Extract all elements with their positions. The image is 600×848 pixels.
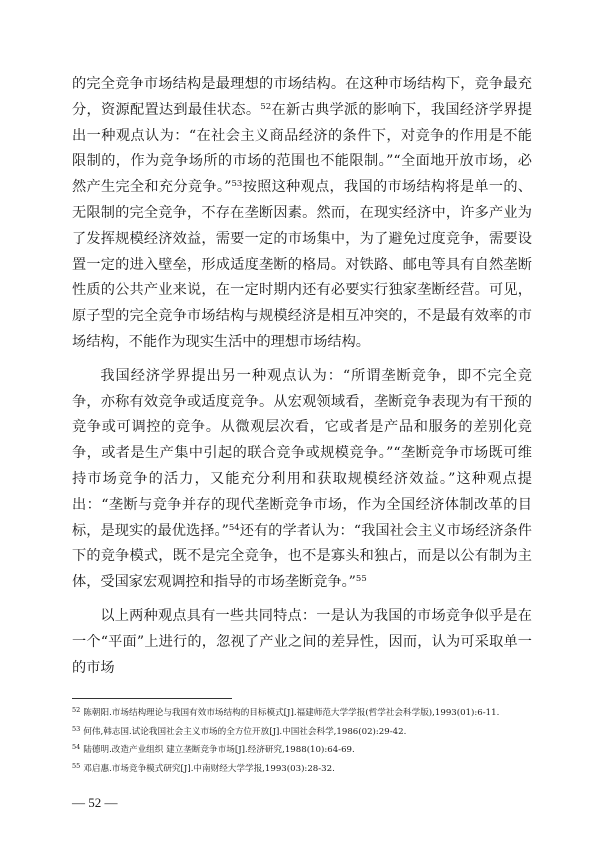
footnote-text: 何伟,韩志国.试论我国社会主义市场的全方位开放[J].中国社会科学,1986(02):29-42.: [83, 726, 407, 737]
footnote-55: [72, 763, 532, 776]
body-text: [72, 72, 532, 689]
footnote-52: [72, 707, 532, 720]
paragraph-3: [72, 604, 532, 681]
footnote-text: 陆德明.改造产业组织 建立垄断竞争市场[J].经济研究,1988(10):64-69.: [83, 745, 355, 755]
text-run: 的完全竞争市场结构是最理想的市场结构。在这种市场结构下，竞争最充分，资源配置达到最佳状态。: [72, 76, 532, 118]
paragraph-1: [72, 72, 532, 356]
text-run: 以上两种观点具有一些共同特点：一是认为我国的市场竞争似乎是在一个“平面”上进行的，忽视了产业之间的差异性，因而，认为可采取单一的市场: [72, 607, 532, 676]
footnote-ref-53[interactable]: 53: [231, 179, 243, 190]
footnote-number: 55: [72, 761, 81, 770]
footnote-54: [72, 744, 532, 757]
footnote-ref-54[interactable]: 54: [228, 522, 240, 533]
footnote-ref-52[interactable]: 52: [260, 101, 272, 112]
footnote-text: 邓启惠.市场竞争模式研究[J].中南财经大学学报,1993(03):28-32.: [83, 763, 335, 774]
footnote-number: 53: [72, 724, 81, 733]
footnote-ref-55[interactable]: 55: [355, 574, 367, 585]
paragraph-2: [72, 364, 532, 596]
text-run: 还有的学者认为：“我国社会主义市场经济条件下的竞争模式，既不是完全竞争，也不是寡头和独占，而是以公有制为主体，受国家宏观调控和指导的市场垄断竞争。”: [72, 522, 532, 591]
footnotes: [72, 707, 532, 781]
text-run: 我国经济学界提出另一种观点认为：“所谓垄断竞争，即不完全竞争，亦称有效竞争或适度竞争。从宏观领域看，垄断竞争表现为有干预的竞争或可调控的竞争。从微观层次看，它或者是产品和服务的差别化竞争，或者是生产集中引起的联合竞争或规模竞争。”“垄断竞争市场既可维持市场竞争的活力，又能充分利用和获取规模经济效益。”这种观点提出：“垄断与竞争并存的现代垄断竞争市场，作为全国经济体制改革的目标，是现实的最优选择。”: [72, 367, 532, 539]
footnote-53: [72, 726, 532, 739]
text-run: 在新古典学派的影响下，我国经济学界提出一种观点认为：“在社会主义商品经济的条件下，对竞争的作用是不能限制的，作为竞争场所的市场的范围也不能限制。”“全面地开放市场，必然产生完全和充分竞争。”: [72, 101, 532, 196]
footnote-divider: [72, 698, 232, 699]
text-run: 按照这种观点，我国的市场结构将是单一的、无限制的完全竞争，不存在垄断因素。然而，在现实经济中，许多产业为了发挥规模经济效益，需要一定的市场集中，为了避免过度竞争，需要设置一定的进入壁垒，形成适度垄断的格局。对铁路、邮电等具有自然垄断性质的公共产业来说，在一定时期内还有必要实行独家垄断经营。可见，原子型的完全竞争市场结构与规模经济是相互冲突的，不是最有效率的市场结构，不能作为现实生活中的理想市场结构。: [72, 179, 532, 350]
page-number: — 52 —: [72, 795, 118, 810]
footnote-number: 54: [72, 743, 81, 751]
footnote-text: 陈朝阳.市场结构理论与我国有效市场结构的目标模式[J].福建师范大学学报(哲学社会科学版),1993(01):6-11.: [83, 708, 500, 718]
footnote-number: 52: [72, 706, 81, 714]
